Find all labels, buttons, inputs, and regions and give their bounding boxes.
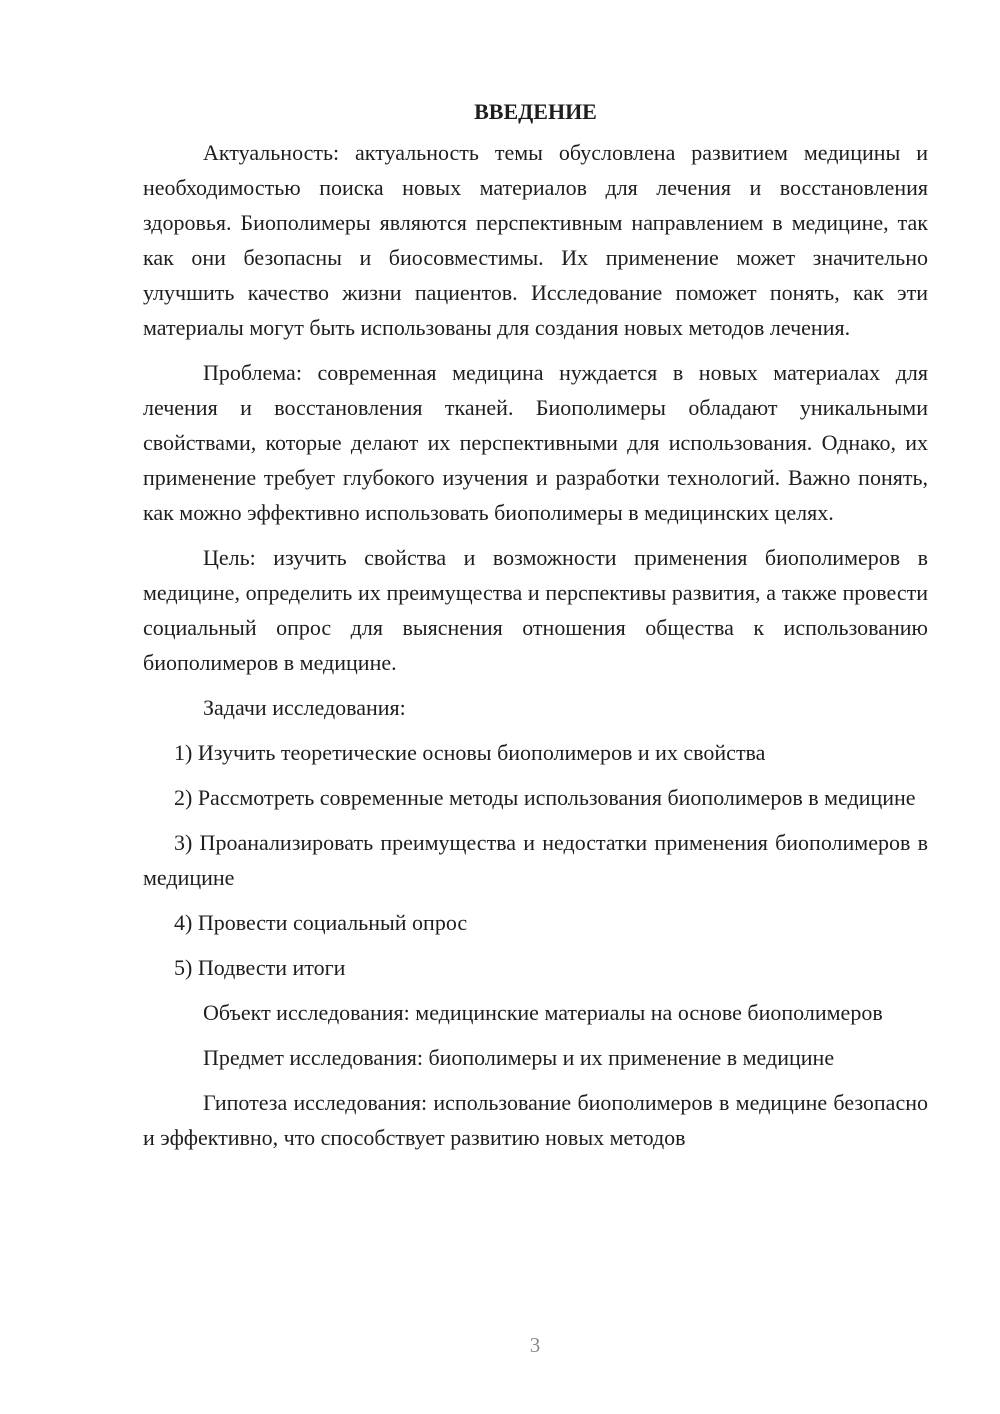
page-title: ВВЕДЕНИЕ [474,99,597,124]
problem-paragraph: Проблема: современная медицина нуждается в новых материалах для лечения и восстановления тканей. Биополимеры обладают уникальными свойствами, которые делают их перспективными для использования. Однако, их применение требует глубокого изучения и разработки технологий. Важно понять, как можно эффективно использовать биополимеры в медицинских целях. [143,360,928,525]
page-content [143,94,928,1165]
relevance-paragraph: Актуальность: актуальность темы обусловлена развитием медицины и необходимостью поиска новых материалов для лечения и восстановления здоровья. Биополимеры являются перспективным направлением в медицине, так как они безопасны и биосовместимы. Их применение может значительно улучшить качество жизни пациентов. Исследование поможет понять, как эти материалы могут быть использованы для создания новых методов лечения. [143,140,928,340]
task-item: 4) Провести социальный опрос [174,910,468,935]
object-paragraph: Объект исследования: медицинские материалы на основе биополимеров [203,1000,883,1025]
page-number: 3 [529,1333,541,1357]
task-item: 5) Подвести итоги [174,955,346,980]
tasks-heading: Задачи исследования: [203,695,406,720]
hypothesis-paragraph: Гипотеза исследования: использование биополимеров в медицине безопасно и эффективно, что способствует развитию новых методов [143,1090,928,1150]
goal-paragraph: Цель: изучить свойства и возможности применения биополимеров в медицине, определить их преимущества и перспективы развития, а также провести социальный опрос для выяснения отношения общества к использованию биополимеров в медицине. [143,545,928,675]
task-item: 3) Проанализировать преимущества и недостатки применения биополимеров в медицине [143,830,928,890]
subject-paragraph: Предмет исследования: биополимеры и их применение в медицине [203,1045,835,1070]
task-item: 2) Рассмотреть современные методы использования биополимеров в медицине [174,785,916,810]
task-item: 1) Изучить теоретические основы биополимеров и их свойства [174,740,766,765]
